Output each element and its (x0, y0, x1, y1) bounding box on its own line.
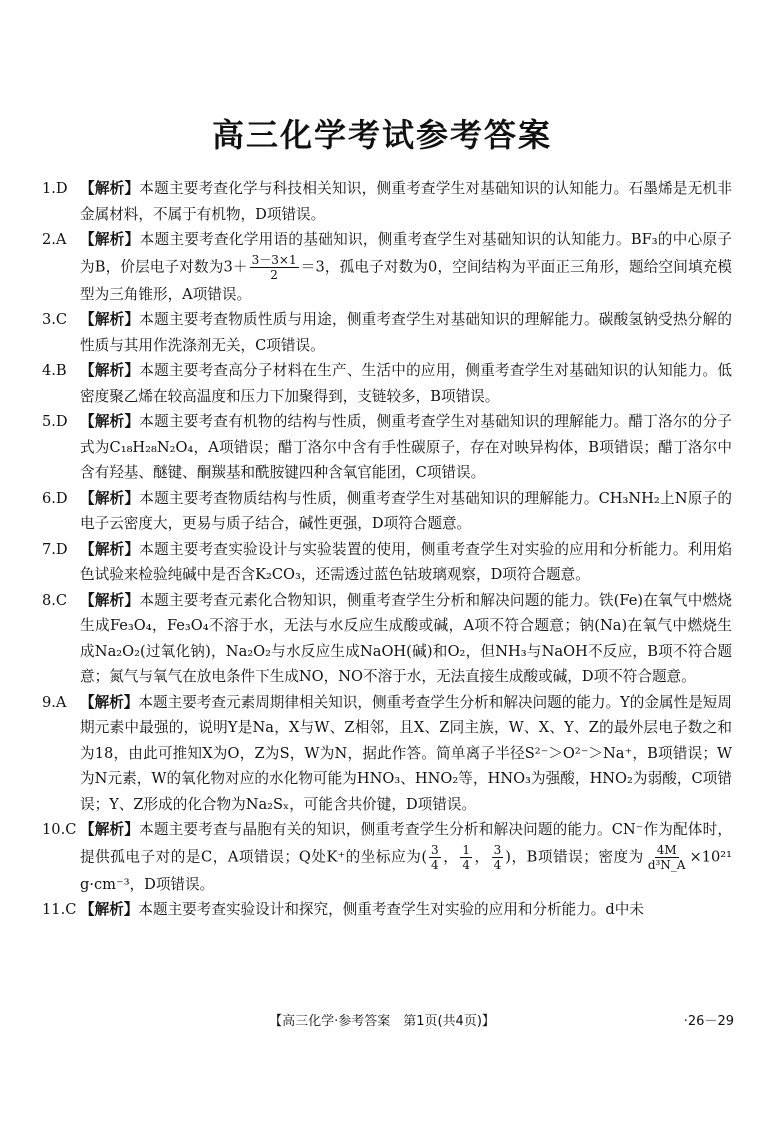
analysis-tag: 【解析】 (80, 311, 140, 328)
answer-number: 5.D (42, 413, 68, 430)
answer-item-3 (42, 307, 732, 358)
answer-item-2 (42, 227, 732, 307)
answer-text: 本题主要考查化学用语的基础知识，侧重考查学生对基础知识的认知能力。BF₃的中心原子为B，价层电子对数为3＋ (80, 231, 732, 275)
analysis-tag: 【解析】 (80, 489, 140, 507)
analysis-tag: 【解析】 (80, 591, 140, 609)
analysis-tag: 【解析】 (80, 413, 140, 430)
answer-number: 4.B (42, 362, 67, 379)
answer-number: 10.C (42, 821, 77, 838)
footer-label: 【高三化学·参考答案 第1页(共4页)】 (269, 1014, 495, 1029)
page-title: 高三化学考试参考答案 (211, 116, 552, 154)
analysis-tag: 【解析】 (80, 362, 140, 379)
answer-item-6 (42, 486, 732, 537)
answer-text: 本题主要考查物质结构与性质，侧重考查学生对基础知识的理解能力。CH₃NH₂上N原子的电子云密度大，更易与质子结合，碱性更强，D项符合题意。 (80, 489, 732, 532)
answer-text: 本题主要考查实验设计和探究，侧重考查学生对实验的应用和分析能力。d中未 (138, 901, 644, 918)
answer-item-9 (42, 690, 732, 818)
density-fraction (646, 843, 688, 872)
answer-list (42, 176, 732, 923)
answer-text: 本题主要考查元素周期律相关知识，侧重考查学生分析和解决问题的能力。Y的金属性是短周期元素中最强的，说明Y是Na，X与W、Z相邻，且X、Z同主族，W、X、Y、Z的最外层电子数之和为18，由此可推知X为O，Z为S，W为N，据此作答。简单离子半径S²⁻＞O²⁻＞Na⁺，B项错误；W为N元素，W的氧化物对应的水化物可能为HNO₃、HNO₂等，HNO₃为强酸，HNO₂为弱酸，C项错误；Y、Z形成的化合物为Na₂Sₓ，可能含共价键，D项错误。 (80, 693, 732, 813)
fraction-denominator: 2 (270, 267, 278, 282)
answer-text: 本题主要考查化学与科技相关知识，侧重考查学生对基础知识的认知能力。石墨烯是无机非金属材料，不属于有机物，D项错误。 (80, 180, 732, 223)
answer-number: 2.A (42, 231, 67, 248)
answer-number: 3.C (42, 311, 68, 328)
answer-item-5 (42, 409, 732, 486)
answer-item-4 (42, 358, 732, 409)
analysis-tag: 【解析】 (80, 231, 140, 248)
answer-text: 本题主要考查元素化合物知识，侧重考查学生分析和解决问题的能力。铁(Fe)在氧气中燃烧生成Fe₃O₄，Fe₃O₄不溶于水，无法与水反应生成酸或碱，A项不符合题意；钠(Na)在氧气中燃烧生成Na₂O₂(过氧化钠)，Na₂O₂与水反应生成NaOH(碱)和O₂，但NH₃与NaOH不反应，B项不符合题意；氮气与氧气在放电条件下生成NO，NO不溶于水，无法直接生成酸或碱，D项不符合题意。 (80, 591, 732, 685)
answer-item-1 (42, 176, 732, 227)
fraction (250, 253, 299, 282)
answer-number: 1.D (42, 180, 68, 197)
analysis-tag: 【解析】 (80, 821, 140, 838)
answer-text: 本题主要考查与晶胞有关的知识，侧重考查学生分析和解决问题的能力。CN⁻作为配体时，提供孤电子对的是C，A项错误；Q处K⁺的坐标应为( (80, 821, 732, 865)
analysis-tag: 【解析】 (80, 180, 140, 197)
answer-number: 7.D (42, 540, 68, 558)
answer-text: 本题主要考查实验设计与实验装置的使用，侧重考查学生对实验的应用和分析能力。利用焰色试验来检验纯碱中是否含K₂CO₃，还需透过蓝色钴玻璃观察，D项符合题意。 (80, 540, 732, 583)
coordinate-fraction: $\frac{1}{4}$ (462, 842, 470, 872)
answer-number: 9.A (42, 693, 67, 711)
answer-item-8 (42, 588, 732, 690)
analysis-tag: 【解析】 (80, 540, 140, 558)
answer-item-11 (42, 897, 732, 923)
footer-code: ·26－29 (683, 1014, 734, 1029)
answer-text: 本题主要考查物质性质与用途，侧重考查学生对基础知识的理解能力。碳酸氢钠受热分解的性质与其用作洗涤剂无关，C项错误。 (80, 311, 732, 354)
answer-item-7 (42, 537, 732, 588)
fraction-denominator: d³N_A (647, 857, 686, 872)
answer-text: )，B项错误；密度为 (505, 848, 644, 865)
fraction-numerator: 3－3×1 (251, 252, 297, 267)
fraction-numerator: 4M (656, 842, 677, 857)
answer-text: 本题主要考查有机物的结构与性质，侧重考查学生对基础知识的理解能力。醋丁洛尔的分子式为C₁₈H₂₈N₂O₄，A项错误；醋丁洛尔中含有手性碳原子，存在对映异构体，B项错误；醋丁洛尔中含有羟基、醚键、酮羰基和酰胺键四种含氧官能团，C项错误。 (80, 413, 732, 481)
coordinate-fraction: $\frac{3}{4}$ (493, 842, 502, 872)
answer-number: 11.C (42, 901, 77, 918)
analysis-tag: 【解析】 (80, 693, 139, 711)
answer-item-10: 10.C 【解析】本题主要考查与晶胞有关的知识，侧重考查学生分析和解决问题的能力。CN⁻作为配体时，提供孤电子对的是C，A项错误；Q处K⁺的坐标应为( $\frac{3}{4}$ ， $\frac{1}{4}$ ， $\frac{3}{4}$ )，B项错误；密度为 $\frac{4M}{\text{d³N\_A}}$ ×10²¹ g·cm⁻³，D项错误。 (42, 817, 732, 897)
analysis-tag: 【解析】 (80, 901, 139, 918)
answer-number: 6.D (42, 489, 68, 507)
answer-text: ＝3，孤电子对数为0，空间结构为平面正三角形，题给空间填充模型为三角锥形，A项错误。 (80, 258, 733, 303)
answer-text: 本题主要考查高分子材料在生产、生活中的应用，侧重考查学生对基础知识的认知能力。低密度聚乙烯在较高温度和压力下加聚得到，支链较多，B项错误。 (80, 362, 732, 405)
coordinate-fraction: $\frac{3}{4}$ (431, 842, 439, 872)
answer-text: ×10²¹ g·cm⁻³，D项错误。 (80, 848, 732, 893)
answer-number: 8.C (42, 591, 68, 609)
